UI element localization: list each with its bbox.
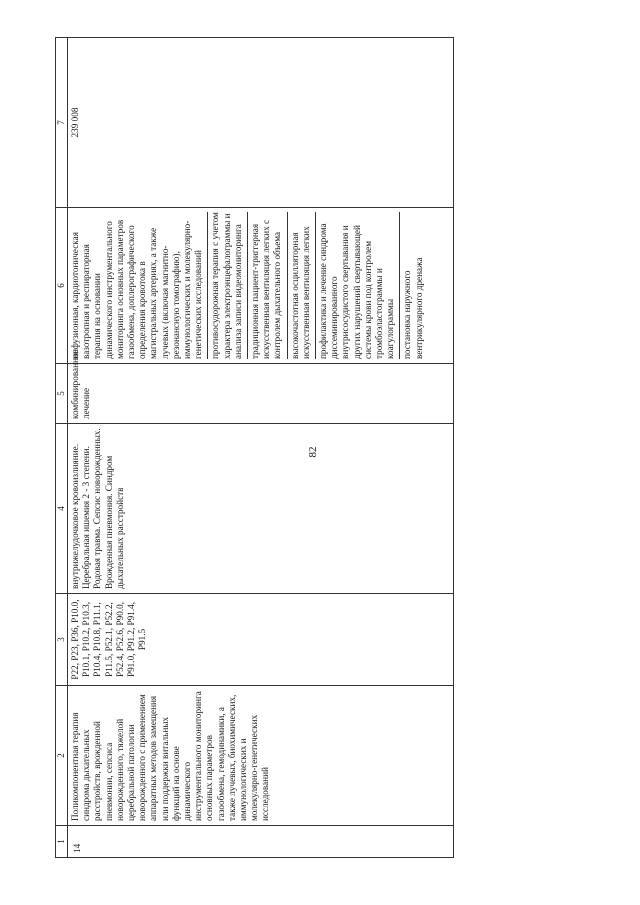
col-number-3: 3 — [56, 594, 68, 686]
rotated-page — [55, 38, 465, 858]
method-item: инфузионная, кардиотоническая вазотропная и респираторная терапия на основании динамического инструментального мониторинга основных параметров газообмена, доплерографического определения кровотока в магистральных артериях, а также лучевых (включая магнитно-резонансную томографию), иммунологических и молекулярно-генетических исследований — [68, 212, 208, 359]
icd-codes: P22, P23, P36, P10.0, P10.1, P10.2, P10.3, P10.4, P10.8, P11.1, P11.5, P52.1, P52.2, P52.4, P52.6, P90.0, P91.0, P91.2, P91.4, P91.5 — [68, 594, 454, 686]
row-number: 14 — [68, 826, 454, 858]
method-item: постановка наружного вентрикулярного дренажа — [402, 257, 424, 359]
treatment-type: комбинированное лечение — [68, 364, 454, 424]
cost-value: 239 008 — [68, 38, 454, 208]
method-item: высокочастотная осцилляторная искусственная вентиляция легких — [288, 212, 316, 359]
treatment-methods — [68, 208, 454, 364]
col-number-5: 5 — [56, 364, 68, 424]
diagnosis: внутрижелудочковое кровоизлияние. Церебральная ишемия 2 - 3 степени. Родовая травма. Сепсис новорожденных. Врожденная пневмония. Синдром дыхательных расстройств — [68, 424, 454, 594]
col-number-2: 2 — [56, 686, 68, 826]
treatment-table — [55, 37, 454, 858]
table-row — [68, 38, 454, 858]
method-item: противосудорожная терапия с учетом характера электроэнцефалограммы и анализа записи видеомониторинга — [208, 212, 248, 359]
col-number-6: 6 — [56, 208, 68, 364]
column-number-row — [56, 38, 68, 858]
method-item: традиционная пациент-триггерная искусственная вентиляция легких с контролем дыхательного объема — [248, 212, 288, 359]
method-item: профилактика и лечение синдрома диссеминированного внутрисосудистого свертывания и других нарушений свертывающей системы крови под контролем тромбоэластограммы и коагулограммы — [316, 212, 400, 359]
method-name: Поликомпонентная терапия синдрома дыхательных расстройств, врожденной пневмонии, сепсиса новорожденного, тяжелой церебральной патологии новорожденного с применением аппаратных методов замещения или поддержки витальных функций на основе динамического инструментального мониторинга основных параметров газообмена, гемодинамики, а также лучевых, биохимических, иммунологических и молекулярно-генетических исследований — [68, 686, 454, 826]
page-number: 82 — [307, 446, 319, 458]
col-number-7: 7 — [56, 38, 68, 208]
col-number-4: 4 — [56, 424, 68, 594]
col-number-1: 1 — [56, 826, 68, 858]
